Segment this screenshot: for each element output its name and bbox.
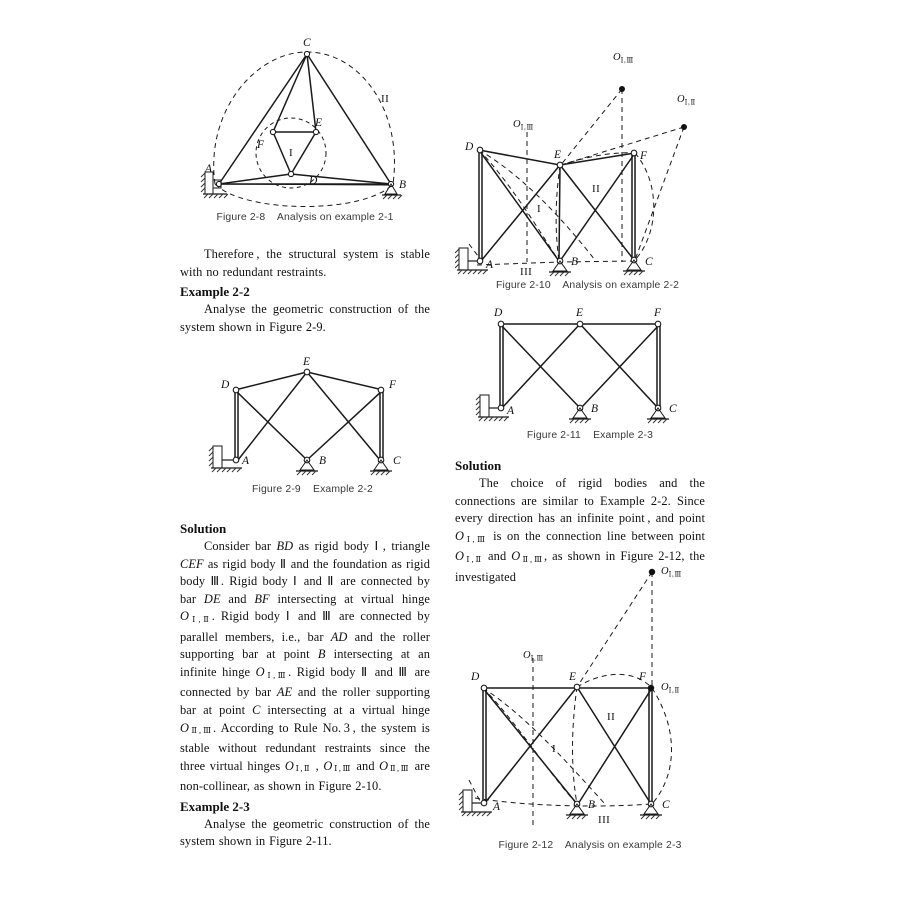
- figure-2-10-label-B: B: [571, 256, 579, 268]
- figure-2-9-drawing: [195, 350, 430, 482]
- figure-2-12-caption: Figure 2-12 Analysis on example 2-3: [498, 840, 682, 851]
- figure-2-11-label-B: B: [591, 403, 599, 415]
- figure-2-12-hinge-label-left: $O_{Ⅰ,Ⅲ}$: [523, 650, 544, 663]
- figure-2-9-label-F: F: [389, 379, 397, 391]
- paragraph-therefore: Therefore , the structural system is stable with no redundant restraints.: [180, 247, 430, 279]
- figure-2-9-label-C: C: [393, 455, 401, 467]
- figure-2-8-label-D: D: [309, 175, 318, 187]
- figure-2-12-body-III: III: [598, 814, 611, 826]
- figure-2-8-label-F: F: [257, 139, 265, 151]
- figure-2-12-drawing: [455, 560, 725, 840]
- figure-2-11-label-D: D: [494, 307, 503, 319]
- figure-2-12-label-A: A: [493, 801, 501, 813]
- figure-2-11-caption: Figure 2-11 Example 2-3: [526, 430, 654, 441]
- figure-2-8: [185, 32, 425, 223]
- figure-2-12-label-B: B: [588, 799, 596, 811]
- figure-2-8-label-B: B: [399, 179, 407, 191]
- figure-2-10: [455, 32, 720, 291]
- figure-2-10-drawing: [455, 32, 720, 280]
- figure-2-12-hinge-label-right: $O_{Ⅰ,Ⅱ}$: [661, 682, 680, 695]
- figure-2-10-label-F: F: [640, 150, 648, 162]
- heading-solution-left: Solution: [180, 521, 227, 536]
- figure-2-10-body-II: II: [592, 183, 601, 195]
- figure-2-9-label-B: B: [319, 455, 327, 467]
- left-column-text-top: [180, 246, 430, 336]
- figure-2-12-label-C: C: [662, 799, 670, 811]
- figure-2-12-hinge-label-top: $O_{Ⅰ,Ⅲ}$: [661, 566, 682, 579]
- figure-2-8-label-C: C: [303, 37, 311, 49]
- left-column-solution: [180, 518, 430, 851]
- paragraph-solution-2-2: Consider bar BD as rigid body Ⅰ , triangle CEF as rigid body Ⅱ and the foundation as rigid body Ⅲ. Rigid body Ⅰ and Ⅱ are connected by bar DE and BF intersecting at virtual hinge OⅠ,Ⅱ. Rigid body Ⅰ and Ⅲ are connected by parallel members, i.e., bar AD and the roller supporting bar at point B intersecting at an infinite hinge OⅠ,Ⅲ. Rigid body Ⅱ and Ⅲ are connected by bar AE and the roller supporting bar at point C intersecting at a virtual hinge OⅡ,Ⅲ. According to Rule No. 3 , the system is stable without redundant restraints since the three virtual hinges OⅠ,Ⅱ , OⅠ,Ⅲ and OⅡ,Ⅲ are non-collinear, as shown in Figure 2-10.: [180, 539, 431, 793]
- figure-2-9-caption: Figure 2-9 Example 2-2: [252, 484, 373, 495]
- figure-2-8-body-II: II: [381, 93, 390, 105]
- figure-2-8-label-A: A: [205, 163, 213, 175]
- figure-2-10-label-A: A: [486, 259, 494, 271]
- figure-2-10-hinge-label-left: $O_{Ⅰ,Ⅲ}$: [513, 119, 534, 132]
- figure-2-8-caption: Figure 2-8 Analysis on example 2-1: [216, 212, 394, 223]
- paragraph-analyse-2-2: Analyse the geometric construction of the system shown in Figure 2-9.: [180, 302, 430, 334]
- figure-2-11-label-E: E: [576, 307, 584, 319]
- figure-2-10-body-I: I: [537, 203, 542, 215]
- figure-2-9: [195, 350, 430, 495]
- figure-2-10-body-III: III: [520, 266, 533, 278]
- figure-2-12-label-D: D: [471, 671, 480, 683]
- figure-2-10-hinge-dots: [619, 86, 687, 130]
- figure-2-9-label-D: D: [221, 379, 230, 391]
- heading-example-2-2: Example 2-2: [180, 284, 250, 300]
- figure-2-12-body-II: II: [607, 711, 616, 723]
- heading-example-2-3: Example 2-3: [180, 798, 250, 814]
- figure-2-10-label-E: E: [554, 149, 562, 161]
- figure-2-10-hinge-label-right: $O_{Ⅰ,Ⅱ}$: [677, 94, 696, 107]
- figure-2-11: [470, 300, 710, 441]
- paragraph-analyse-2-3: Analyse the geometric construction of the system shown in Figure 2-11.: [180, 816, 430, 849]
- figure-2-12-label-F: F: [639, 671, 647, 683]
- paragraph-solution-2-3: The choice of rigid bodies and the connections are similar to Example 2-2. Since every direction has an infinite point , and point OⅠ,Ⅲ is on the connection line between point OⅠ,Ⅱ and OⅡ,Ⅲ, as shown in Figure 2-12, the investigated: [455, 476, 705, 584]
- figure-2-11-drawing: [470, 300, 710, 428]
- figure-2-12: [455, 560, 725, 851]
- figure-2-10-label-C: C: [645, 256, 653, 268]
- figure-2-9-label-E: E: [303, 356, 311, 368]
- figure-2-12-body-I: I: [552, 743, 557, 755]
- figure-2-11-label-C: C: [669, 403, 677, 415]
- figure-2-9-label-A: A: [242, 455, 250, 467]
- figure-2-10-label-D: D: [465, 141, 474, 153]
- figure-2-10-hinge-label-top: $O_{Ⅰ,Ⅲ}$: [613, 52, 634, 65]
- figure-2-11-label-A: A: [507, 405, 515, 417]
- heading-solution-right: Solution: [455, 458, 502, 473]
- figure-2-12-label-E: E: [569, 671, 577, 683]
- figure-2-8-body-I: I: [289, 147, 294, 159]
- figure-2-8-drawing: [185, 32, 425, 210]
- figure-2-11-label-F: F: [654, 307, 662, 319]
- figure-2-8-label-E: E: [315, 117, 323, 129]
- figure-2-10-caption: Figure 2-10 Analysis on example 2-2: [495, 280, 679, 291]
